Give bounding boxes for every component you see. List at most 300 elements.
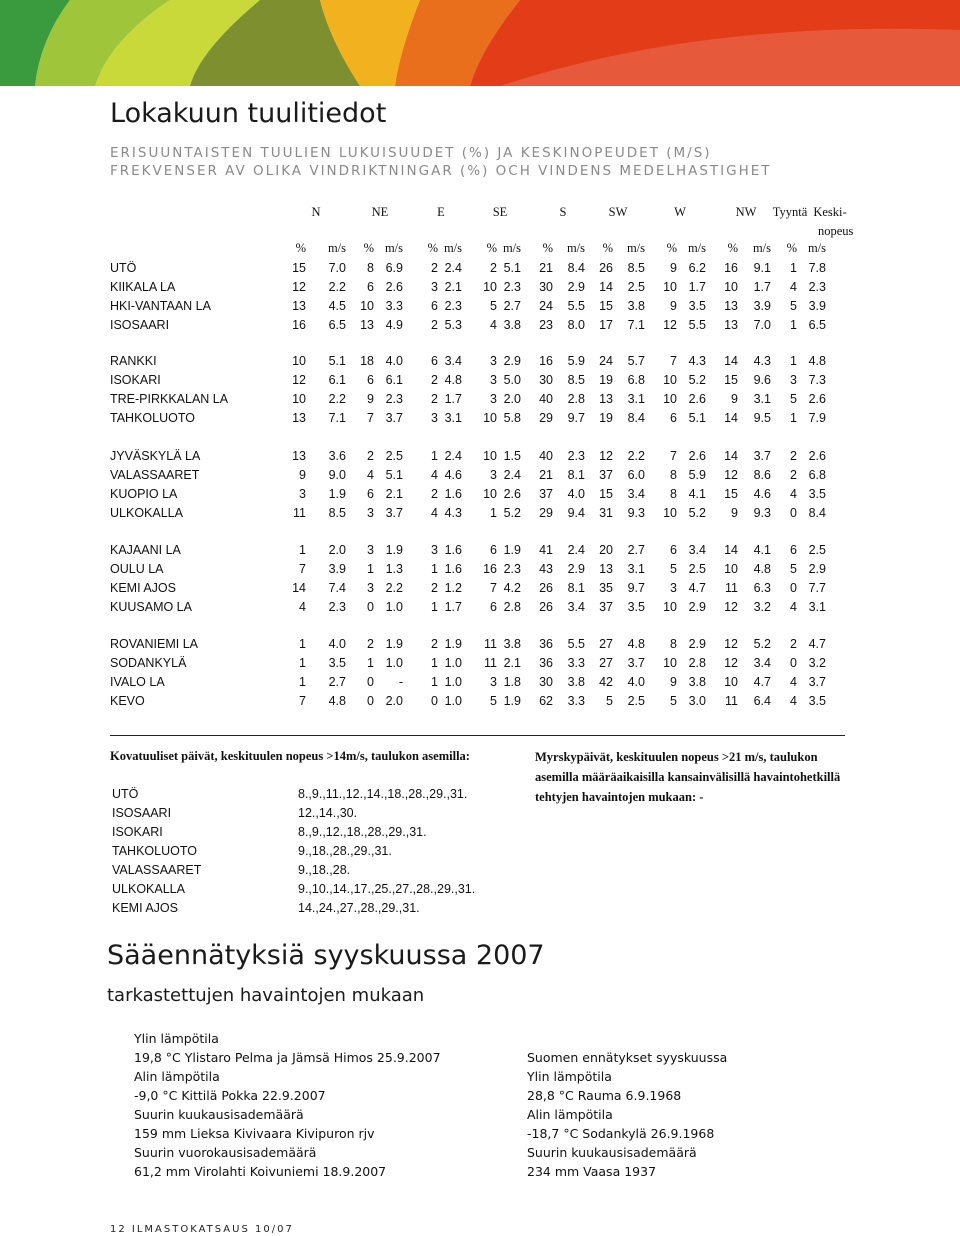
- record-line: 234 mm Vaasa 1937: [527, 1164, 657, 1179]
- table-cell: 10: [663, 392, 677, 406]
- table-cell: 1: [790, 411, 797, 425]
- station-name: OULU LA: [110, 562, 164, 576]
- table-cell: 15: [292, 261, 306, 275]
- station-name: KEVO: [110, 694, 145, 708]
- table-cell: 4.3: [444, 506, 462, 520]
- table-cell: 6.0: [627, 468, 645, 482]
- table-cell: 30: [539, 280, 553, 294]
- table-cell: 40: [539, 392, 553, 406]
- storm-days: 8.,9.,12.,18.,28.,29.,31.: [298, 825, 427, 839]
- table-cell: 4.6: [753, 487, 771, 501]
- station-name: SODANKYLÄ: [110, 656, 187, 670]
- storm-station: ISOKARI: [112, 825, 163, 839]
- station-name: TAHKOLUOTO: [110, 411, 195, 425]
- hurricane-line: tehtyjen havaintojen mukaan: -: [535, 790, 704, 804]
- table-cell: 37: [599, 468, 613, 482]
- table-cell: 13: [724, 318, 738, 332]
- table-cell: 14: [599, 280, 613, 294]
- table-cell: 7: [299, 694, 306, 708]
- table-cell: 10: [360, 299, 374, 313]
- table-cell: 8.0: [567, 318, 585, 332]
- table-cell: 30: [539, 675, 553, 689]
- station-name: VALASSAARET: [110, 468, 200, 482]
- table-cell: 0: [790, 581, 797, 595]
- table-cell: 2.4: [444, 261, 462, 275]
- table-cell: 2: [490, 261, 497, 275]
- table-cell: 3: [490, 675, 497, 689]
- table-cell: 0: [367, 694, 374, 708]
- table-cell: 11: [484, 637, 497, 651]
- table-cell: 5: [490, 694, 497, 708]
- table-cell: 13: [599, 562, 613, 576]
- subtitle-sv: FREKVENSER AV OLIKA VINDRIKTNINGAR (%) OCH VINDENS MEDELHASTIGHET: [110, 163, 772, 179]
- table-cell: 4: [490, 318, 497, 332]
- table-cell: 9.7: [567, 411, 585, 425]
- table-cell: 1.9: [328, 487, 346, 501]
- table-cell: 2: [367, 637, 374, 651]
- table-cell: 24: [599, 354, 613, 368]
- table-cell: 2.6: [385, 280, 403, 294]
- record-line: Alin lämpötila: [527, 1107, 613, 1122]
- records-subtitle: tarkastettujen havaintojen mukaan: [107, 985, 425, 1006]
- table-cell: 1: [431, 600, 438, 614]
- table-cell: 5.5: [688, 318, 706, 332]
- table-cell: 1: [299, 675, 306, 689]
- table-cell: 12: [724, 656, 738, 670]
- table-cell: 2.4: [444, 449, 462, 463]
- table-cell: 10: [483, 487, 497, 501]
- direction-header: SW: [608, 205, 628, 219]
- table-cell: 14: [292, 581, 306, 595]
- table-cell: 12: [724, 468, 738, 482]
- table-cell: 3.3: [567, 694, 585, 708]
- table-cell: 30: [539, 373, 553, 387]
- table-cell: 10: [483, 280, 497, 294]
- table-cell: 5: [790, 392, 797, 406]
- table-cell: 5.2: [688, 506, 706, 520]
- table-cell: 6.3: [753, 581, 771, 595]
- table-cell: 1.9: [385, 543, 403, 557]
- table-cell: 3.7: [753, 449, 771, 463]
- table-cell: 2.9: [567, 562, 585, 576]
- table-cell: 2.1: [385, 487, 403, 501]
- direction-header: Keski-: [813, 205, 847, 219]
- table-cell: 2.3: [503, 562, 521, 576]
- unit-header: m/s: [752, 241, 771, 255]
- table-cell: 5: [670, 562, 677, 576]
- table-cell: 3.6: [328, 449, 346, 463]
- table-cell: 11: [725, 581, 738, 595]
- direction-header: SE: [492, 205, 508, 219]
- table-cell: 4.0: [385, 354, 403, 368]
- table-cell: 6: [490, 600, 497, 614]
- table-cell: 6: [670, 543, 677, 557]
- station-name: HKI-VANTAAN LA: [110, 299, 211, 313]
- table-cell: 7.9: [808, 411, 826, 425]
- table-cell: 19: [599, 373, 613, 387]
- table-cell: 8: [670, 468, 677, 482]
- table-cell: 12: [599, 449, 613, 463]
- table-cell: 3.7: [808, 675, 826, 689]
- table-cell: 1.7: [444, 392, 462, 406]
- table-cell: 2.8: [567, 392, 585, 406]
- table-cell: 4: [367, 468, 374, 482]
- table-cell: 0: [431, 694, 438, 708]
- table-cell: 2: [790, 637, 797, 651]
- table-cell: 10: [483, 449, 497, 463]
- table-cell: 2.6: [688, 392, 706, 406]
- table-cell: 5.5: [567, 637, 585, 651]
- table-cell: 10: [292, 354, 306, 368]
- table-cell: 4.8: [328, 694, 346, 708]
- table-cell: 4.3: [688, 354, 706, 368]
- table-cell: 4.7: [688, 581, 706, 595]
- table-cell: 12: [292, 280, 306, 294]
- table-cell: 3: [790, 373, 797, 387]
- record-line: 159 mm Lieksa Kivivaara Kivipuron rjv: [134, 1126, 375, 1141]
- table-cell: 37: [539, 487, 553, 501]
- unit-header: m/s: [502, 241, 521, 255]
- table-cell: 7.0: [328, 261, 346, 275]
- table-cell: 3.8: [567, 675, 585, 689]
- table-cell: 2.4: [567, 543, 585, 557]
- table-cell: 8.5: [627, 261, 645, 275]
- table-cell: 1.7: [753, 280, 771, 294]
- unit-header: m/s: [384, 241, 403, 255]
- table-cell: 3.5: [688, 299, 706, 313]
- table-cell: 3.4: [688, 543, 706, 557]
- table-cell: 29: [539, 411, 553, 425]
- table-cell: 1.5: [503, 449, 521, 463]
- table-cell: 3.4: [567, 600, 585, 614]
- table-cell: 40: [539, 449, 553, 463]
- table-cell: 4: [790, 694, 797, 708]
- table-cell: 12: [663, 318, 677, 332]
- table-cell: 1.0: [385, 656, 403, 670]
- table-cell: 4.0: [627, 675, 645, 689]
- unit-header: m/s: [327, 241, 346, 255]
- storm-days-heading: Kovatuuliset päivät, keskituulen nopeus >14m/s, taulukon asemilla:: [110, 749, 470, 763]
- hurricane-line: Myrskypäivät, keskituulen nopeus >21 m/s, taulukon: [535, 750, 818, 764]
- table-cell: 1: [790, 354, 797, 368]
- table-cell: 5.5: [567, 299, 585, 313]
- table-cell: 2.5: [808, 543, 826, 557]
- table-cell: 3.2: [808, 656, 826, 670]
- table-cell: 2.3: [328, 600, 346, 614]
- table-cell: 4.6: [444, 468, 462, 482]
- table-cell: 3: [431, 280, 438, 294]
- table-cell: 2.9: [503, 354, 521, 368]
- table-cell: 2.5: [385, 449, 403, 463]
- table-cell: 2: [431, 487, 438, 501]
- table-cell: 12: [724, 600, 738, 614]
- direction-header: NE: [371, 205, 389, 219]
- table-cell: 21: [539, 468, 553, 482]
- page-title: Lokakuun tuulitiedot: [110, 98, 387, 129]
- record-line: Suurin vuorokausisademäärä: [134, 1145, 317, 1160]
- color-banner: [0, 0, 960, 86]
- table-cell: 4.1: [688, 487, 706, 501]
- table-cell: 35: [599, 581, 613, 595]
- table-cell: 7: [367, 411, 374, 425]
- station-name: IVALO LA: [110, 675, 165, 689]
- table-cell: 13: [599, 392, 613, 406]
- table-cell: 4: [431, 468, 438, 482]
- table-cell: 8.1: [567, 581, 585, 595]
- direction-header-nopeus: nopeus: [818, 224, 854, 238]
- table-cell: 2.3: [503, 280, 521, 294]
- table-cell: 7.8: [808, 261, 826, 275]
- table-cell: 4.9: [385, 318, 403, 332]
- record-line: Suomen ennätykset syyskuussa: [527, 1050, 728, 1065]
- table-cell: 5.7: [627, 354, 645, 368]
- table-cell: 2.5: [627, 694, 645, 708]
- table-cell: 8.5: [328, 506, 346, 520]
- table-cell: 3.8: [688, 675, 706, 689]
- table-cell: 3.9: [808, 299, 826, 313]
- storm-station: UTÖ: [112, 787, 139, 801]
- table-cell: -: [398, 675, 403, 689]
- station-name: KUOPIO LA: [110, 487, 178, 501]
- table-cell: 4.3: [753, 354, 771, 368]
- unit-header: %: [427, 241, 438, 255]
- table-cell: 7.4: [328, 581, 346, 595]
- table-cell: 13: [292, 299, 306, 313]
- table-cell: 3: [367, 506, 374, 520]
- table-cell: 1: [299, 656, 306, 670]
- table-cell: 3.7: [385, 411, 403, 425]
- table-cell: 3.9: [753, 299, 771, 313]
- table-cell: 2.1: [503, 656, 521, 670]
- station-name: ISOSAARI: [110, 318, 170, 332]
- table-cell: 13: [724, 299, 738, 313]
- table-cell: 4: [299, 600, 306, 614]
- table-cell: 7: [670, 449, 677, 463]
- table-cell: 2.9: [688, 600, 706, 614]
- table-cell: 5.8: [503, 411, 521, 425]
- table-cell: 11: [484, 656, 497, 670]
- storm-days: 9.,18.,28.,29.,31.: [298, 844, 392, 858]
- table-cell: 2.5: [627, 280, 645, 294]
- record-line: Suurin kuukausisademäärä: [527, 1145, 697, 1160]
- table-cell: 8.1: [567, 468, 585, 482]
- table-cell: 5: [790, 562, 797, 576]
- unit-header: m/s: [626, 241, 645, 255]
- table-cell: 5: [670, 694, 677, 708]
- table-cell: 4.7: [753, 675, 771, 689]
- table-cell: 1.0: [385, 600, 403, 614]
- direction-header: NW: [735, 205, 757, 219]
- unit-header: m/s: [566, 241, 585, 255]
- table-cell: 6.1: [385, 373, 403, 387]
- table-cell: 1: [299, 543, 306, 557]
- direction-header: S: [559, 205, 567, 219]
- table-cell: 1.0: [444, 675, 462, 689]
- table-cell: 2: [431, 318, 438, 332]
- table-cell: 3.8: [503, 318, 521, 332]
- table-cell: 13: [292, 411, 306, 425]
- table-cell: 3.5: [808, 487, 826, 501]
- table-cell: 6: [431, 299, 438, 313]
- table-cell: 1: [299, 637, 306, 651]
- table-cell: 10: [724, 280, 738, 294]
- storm-station: ISOSAARI: [112, 806, 172, 820]
- section-divider: [110, 735, 845, 736]
- direction-header: E: [437, 205, 445, 219]
- table-cell: 10: [663, 656, 677, 670]
- table-cell: 2.6: [688, 449, 706, 463]
- table-cell: 5: [790, 299, 797, 313]
- table-cell: 2: [431, 637, 438, 651]
- table-cell: 16: [292, 318, 306, 332]
- table-cell: 2.7: [503, 299, 521, 313]
- table-cell: 0: [790, 506, 797, 520]
- table-cell: 16: [483, 562, 497, 576]
- table-cell: 1: [790, 318, 797, 332]
- table-cell: 6: [670, 411, 677, 425]
- table-cell: 6: [790, 543, 797, 557]
- table-cell: 2.2: [328, 392, 346, 406]
- direction-header: Tyyntä: [772, 205, 808, 219]
- table-cell: 10: [663, 600, 677, 614]
- table-cell: 8: [367, 261, 374, 275]
- storm-days: 9.,10.,14.,17.,25.,27.,28.,29.,31.: [298, 882, 476, 896]
- table-cell: 3: [490, 468, 497, 482]
- table-cell: 3.1: [753, 392, 771, 406]
- table-cell: 13: [360, 318, 374, 332]
- table-cell: 1.8: [503, 675, 521, 689]
- station-name: TRE-PIRKKALAN LA: [110, 392, 229, 406]
- table-cell: 2.0: [385, 694, 403, 708]
- unit-header: m/s: [807, 241, 826, 255]
- table-cell: 4: [790, 487, 797, 501]
- table-cell: 7.1: [328, 411, 346, 425]
- table-cell: 11: [293, 506, 306, 520]
- table-cell: 3: [431, 411, 438, 425]
- table-cell: 14: [724, 411, 738, 425]
- table-cell: 3.1: [627, 562, 645, 576]
- table-cell: 6.9: [385, 261, 403, 275]
- table-cell: 2.8: [503, 600, 521, 614]
- unit-header: m/s: [443, 241, 462, 255]
- table-cell: 6: [490, 543, 497, 557]
- storm-days: 12.,14.,30.: [298, 806, 358, 820]
- table-cell: 1: [367, 656, 374, 670]
- storm-station: KEMI AJOS: [112, 901, 178, 915]
- table-cell: 3: [367, 543, 374, 557]
- record-line: Ylin lämpötila: [134, 1031, 219, 1046]
- table-cell: 6: [367, 373, 374, 387]
- table-cell: 10: [483, 411, 497, 425]
- table-cell: 9.5: [753, 411, 771, 425]
- table-cell: 18: [360, 354, 374, 368]
- table-cell: 3: [367, 581, 374, 595]
- table-cell: 9: [367, 392, 374, 406]
- table-cell: 3.7: [627, 656, 645, 670]
- table-cell: 3.7: [385, 506, 403, 520]
- table-cell: 3: [490, 392, 497, 406]
- table-cell: 27: [599, 656, 613, 670]
- unit-header: %: [363, 241, 374, 255]
- table-cell: 9: [670, 675, 677, 689]
- table-cell: 1: [490, 506, 497, 520]
- table-cell: 17: [599, 318, 613, 332]
- table-cell: 15: [724, 487, 738, 501]
- table-cell: 9: [731, 392, 738, 406]
- table-cell: 8.4: [808, 506, 826, 520]
- table-cell: 16: [539, 354, 553, 368]
- table-cell: 1: [431, 449, 438, 463]
- table-cell: 2.3: [444, 299, 462, 313]
- table-cell: 3.5: [328, 656, 346, 670]
- table-cell: 2.2: [385, 581, 403, 595]
- table-cell: 1.9: [503, 543, 521, 557]
- table-cell: 36: [539, 656, 553, 670]
- storm-days: 9.,18.,28.: [298, 863, 351, 877]
- table-cell: 2.9: [567, 280, 585, 294]
- table-cell: 3: [490, 373, 497, 387]
- table-cell: 2: [431, 261, 438, 275]
- table-cell: 6: [431, 354, 438, 368]
- table-cell: 4.2: [503, 581, 521, 595]
- table-cell: 0: [367, 675, 374, 689]
- table-cell: 8.4: [567, 261, 585, 275]
- table-cell: 5.1: [328, 354, 346, 368]
- table-cell: 8.5: [567, 373, 585, 387]
- unit-header: %: [486, 241, 497, 255]
- table-cell: 5.9: [688, 468, 706, 482]
- record-line: -9,0 °C Kittilä Pokka 22.9.2007: [134, 1088, 326, 1103]
- table-cell: 9: [670, 261, 677, 275]
- table-cell: 3.3: [385, 299, 403, 313]
- table-cell: 4: [790, 280, 797, 294]
- table-cell: 2.9: [808, 562, 826, 576]
- table-cell: 14: [724, 449, 738, 463]
- table-cell: 4.1: [753, 543, 771, 557]
- table-cell: 7: [490, 581, 497, 595]
- table-cell: 19: [599, 411, 613, 425]
- storm-station: TAHKOLUOTO: [112, 844, 197, 858]
- table-cell: 3: [431, 543, 438, 557]
- table-cell: 5.3: [444, 318, 462, 332]
- table-cell: 2: [790, 449, 797, 463]
- table-cell: 6.1: [328, 373, 346, 387]
- table-cell: 9.3: [627, 506, 645, 520]
- table-cell: 2.6: [808, 449, 826, 463]
- table-cell: 1: [431, 562, 438, 576]
- unit-header: %: [727, 241, 738, 255]
- table-cell: 1.0: [444, 656, 462, 670]
- table-cell: 9: [731, 506, 738, 520]
- record-line: Suurin kuukausisademäärä: [134, 1107, 304, 1122]
- record-line: 61,2 mm Virolahti Koivuniemi 18.9.2007: [134, 1164, 387, 1179]
- table-cell: 11: [725, 694, 738, 708]
- table-cell: 6.8: [808, 468, 826, 482]
- table-cell: 31: [599, 506, 613, 520]
- table-cell: 42: [599, 675, 613, 689]
- table-cell: 1.6: [444, 562, 462, 576]
- table-cell: 7: [299, 562, 306, 576]
- table-cell: 2.7: [328, 675, 346, 689]
- table-cell: 3: [670, 581, 677, 595]
- table-cell: 2.0: [328, 543, 346, 557]
- table-cell: 24: [539, 299, 553, 313]
- table-cell: 1.9: [444, 637, 462, 651]
- table-cell: 2.2: [328, 280, 346, 294]
- table-cell: 15: [599, 487, 613, 501]
- table-cell: 1: [431, 675, 438, 689]
- table-cell: 2: [431, 373, 438, 387]
